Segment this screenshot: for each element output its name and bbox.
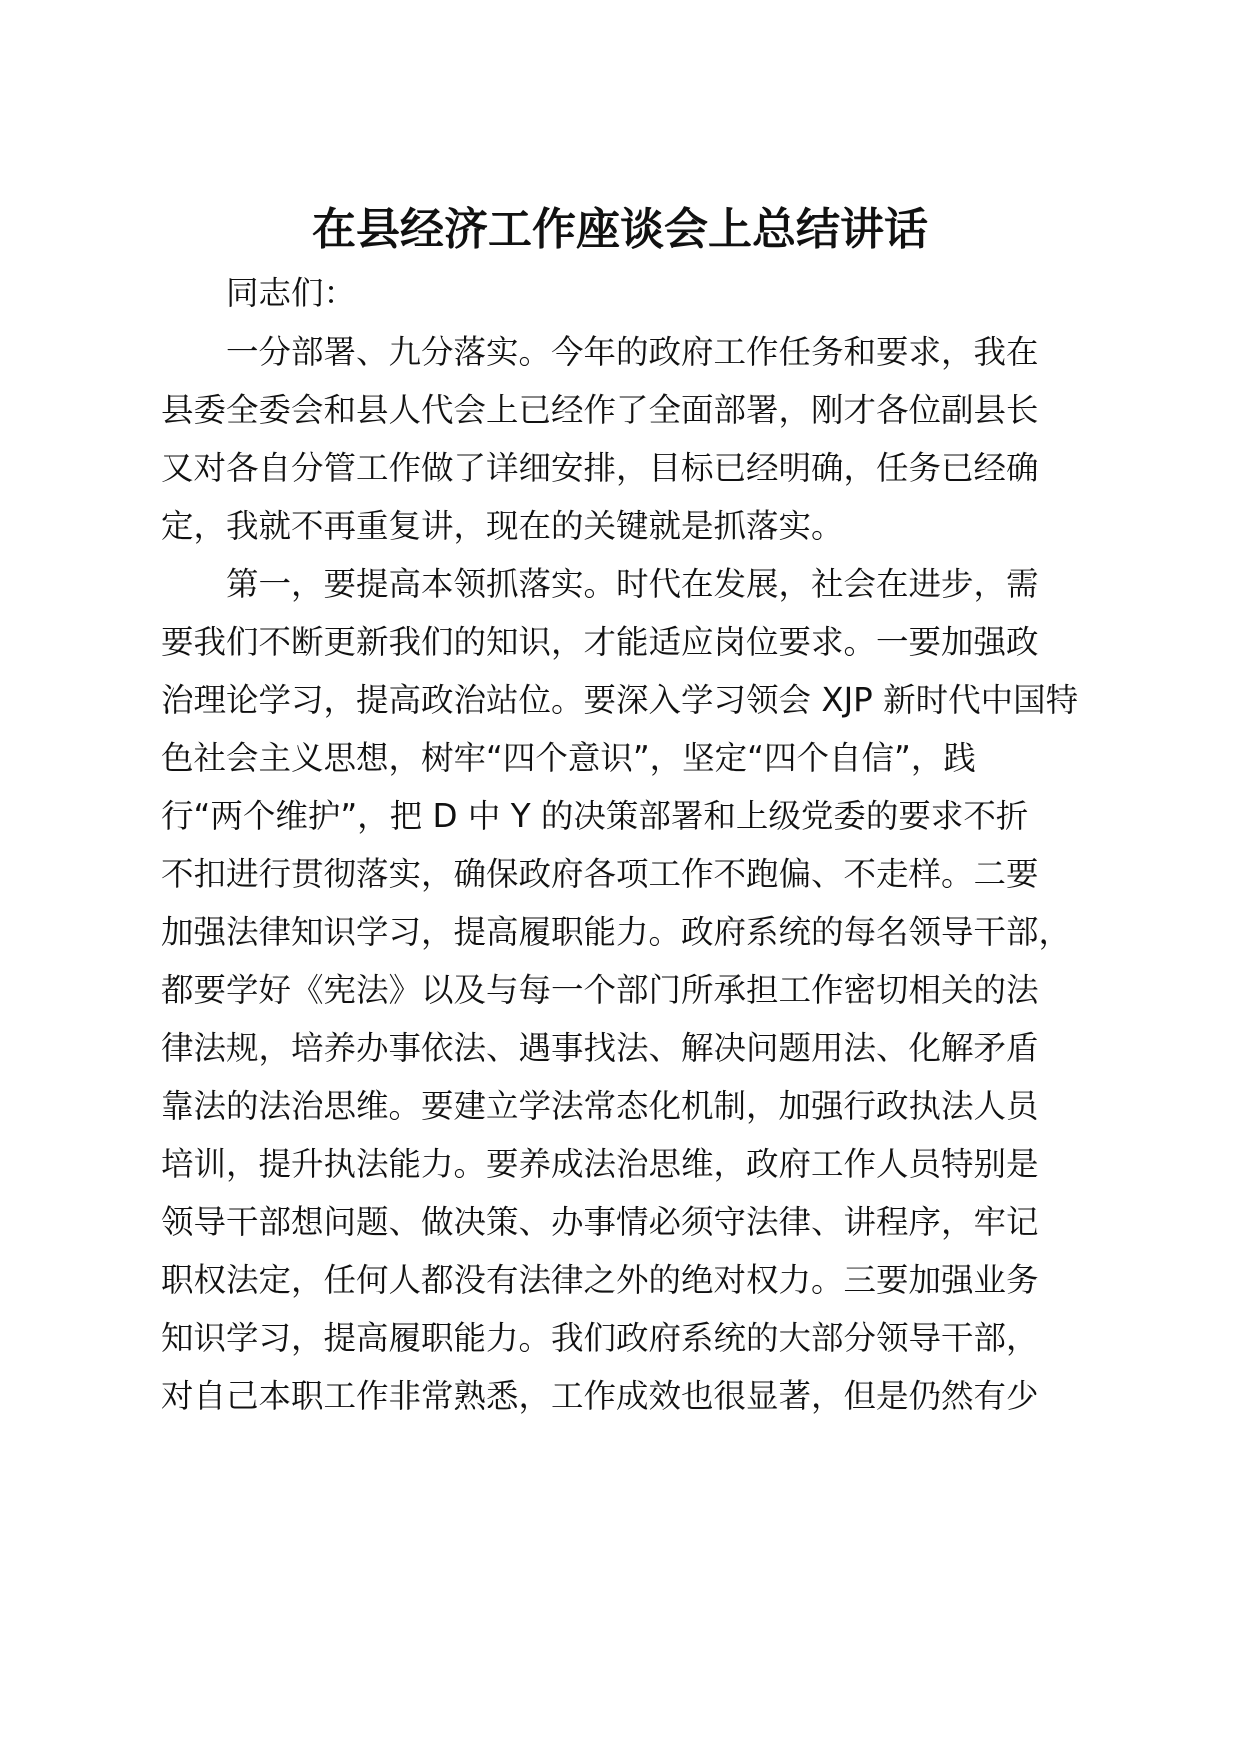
document-title: 在县经济工作座谈会上总结讲话 [312,204,928,255]
body-line: 色社会主义思想，树牢“四个意识”，坚定“四个自信”，践 [161,739,976,777]
body-line: 培训，提升执法能力。要养成法治思维，政府工作人员特别是 [161,1145,1039,1183]
body-line: 要我们不断更新我们的知识，才能适应岗位要求。一要加强政 [161,623,1039,661]
body-line: 不扣进行贯彻落实，确保政府各项工作不跑偏、不走样。二要 [161,855,1039,893]
body-line: 又对各自分管工作做了详细安排，目标已经明确，任务已经确 [161,449,1039,487]
salutation: 同志们： [226,274,357,312]
body-line: 定，我就不再重复讲，现在的关键就是抓落实。 [161,507,844,545]
body-line: 对自己本职工作非常熟悉，工作成效也很显著，但是仍然有少 [161,1377,1039,1415]
body-line: 第一，要提高本领抓落实。时代在发展，社会在进步，需 [226,565,1039,603]
body-line: 行“两个维护”，把 D 中 Y 的决策部署和上级党委的要求不折 [161,797,1029,835]
body-line: 都要学好《宪法》以及与每一个部门所承担工作密切相关的法 [161,971,1039,1009]
body-line: 律法规，培养办事依法、遇事找法、解决问题用法、化解矛盾 [161,1029,1039,1067]
body-line: 职权法定，任何人都没有法律之外的绝对权力。三要加强业务 [161,1261,1039,1299]
body-line: 加强法律知识学习，提高履职能力。政府系统的每名领导干部， [161,913,1072,951]
body-line: 一分部署、九分落实。今年的政府工作任务和要求，我在 [226,333,1039,371]
body-line: 靠法的法治思维。要建立学法常态化机制，加强行政执法人员 [161,1087,1039,1125]
body-line: 知识学习，提高履职能力。我们政府系统的大部分领导干部， [161,1319,1039,1357]
body-line: 治理论学习，提高政治站位。要深入学习领会 XJP 新时代中国特 [161,681,1079,719]
body-line: 领导干部想问题、做决策、办事情必须守法律、讲程序，牢记 [161,1203,1039,1241]
body-line: 县委全委会和县人代会上已经作了全面部署，刚才各位副县长 [161,391,1039,429]
